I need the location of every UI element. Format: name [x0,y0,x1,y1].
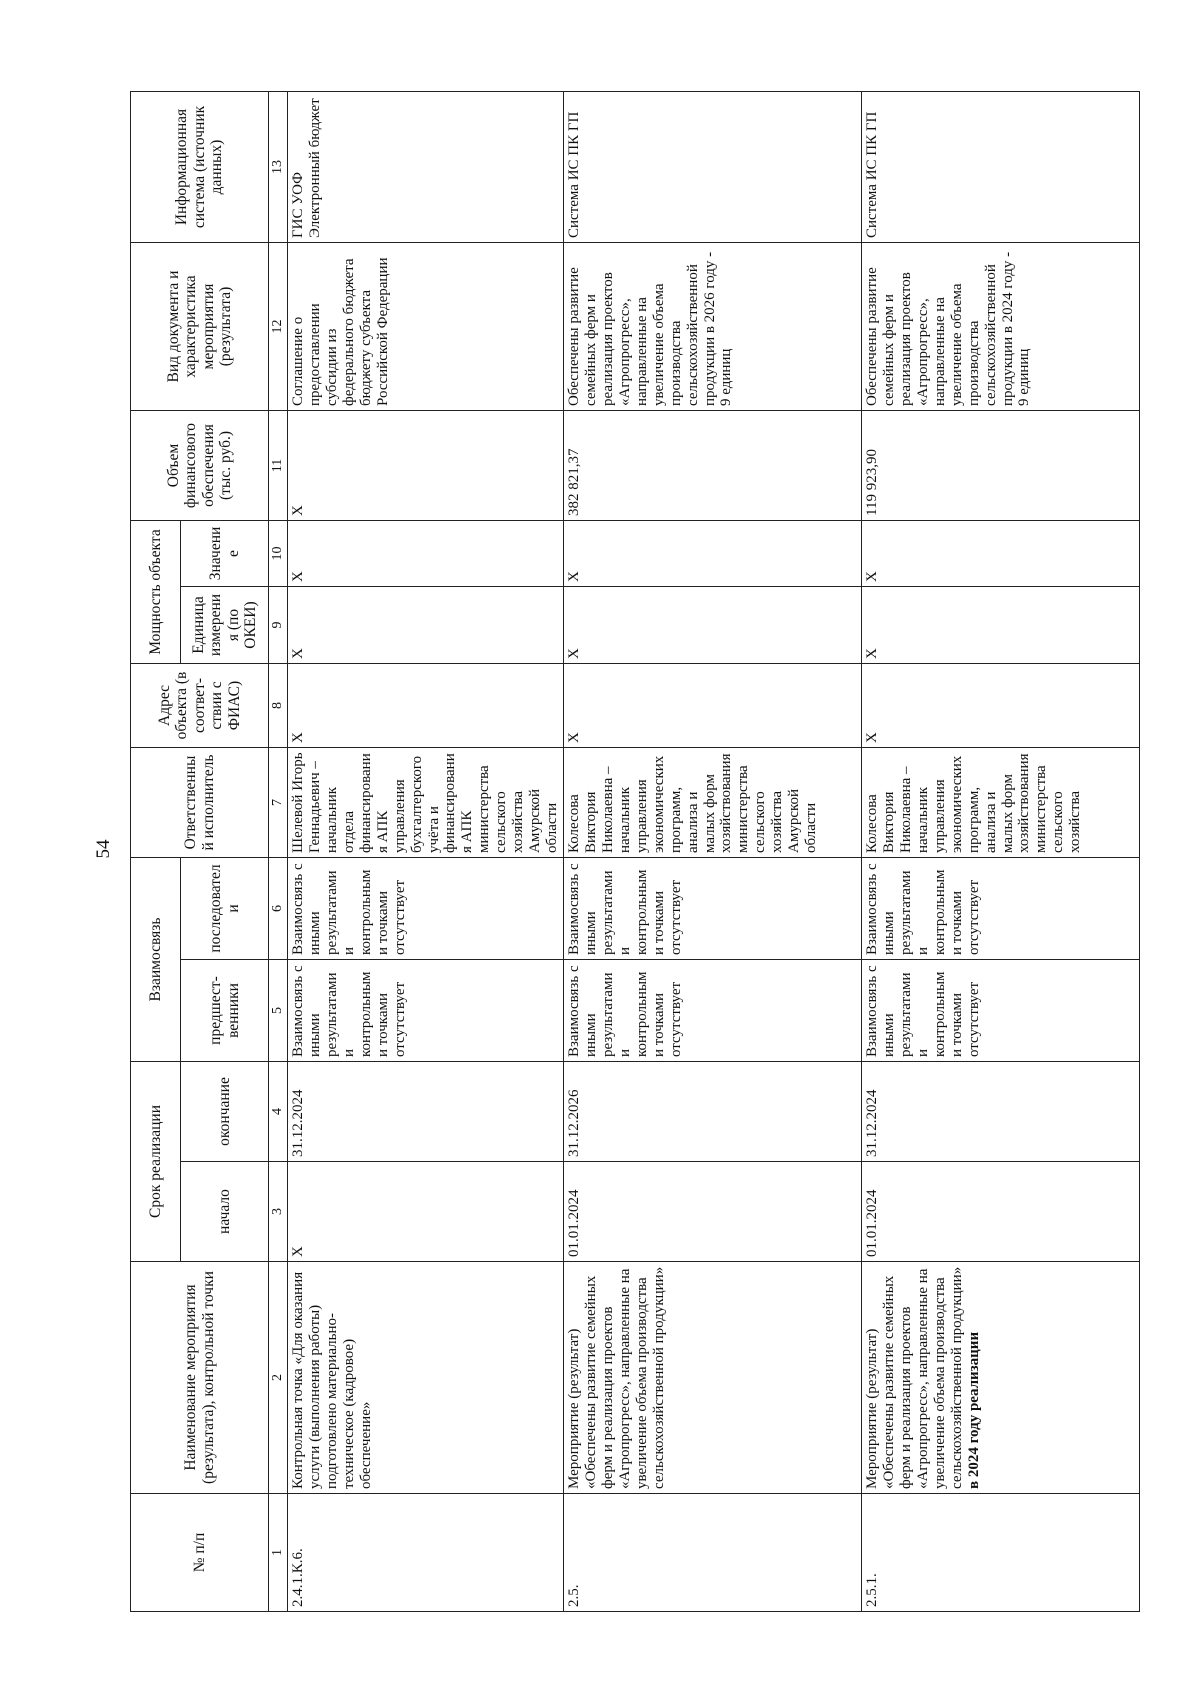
row-unit: Х [862,587,1140,664]
row-successors: Взаимосвязь с иными результатами и контрольными точками отсутствует [288,858,564,960]
col-number: 9 [269,587,288,664]
row-num: 2.5. [564,1494,862,1612]
col-number: 2 [269,1262,288,1494]
header-period: Срок реализации [131,1062,181,1262]
row-name-text: Мероприятие (результат) «Обеспечены развитие семейных ферм и реализация проектов «Агропрогресс», направленные на увеличение объема производства сельскохозяйственной продукции» [864,1266,965,1489]
col-number: 7 [269,748,288,858]
row-unit: Х [288,587,564,664]
row-name-text: Мероприятие (результат) «Обеспечены развитие семейных ферм и реализация проектов «Агропрогресс», направленные на увеличение объема производства сельскохозяйственной продукции» [566,1266,667,1489]
col-number: 6 [269,858,288,960]
row-document: Соглашение о предоставлении субсидии из федерального бюджета бюджету субъекта Российской Федерации [288,243,564,411]
col-number: 10 [269,521,288,587]
header-link: Взаимосвязь [131,858,181,1062]
header-end: окончание [181,1062,269,1162]
header-start: начало [181,1162,269,1262]
col-number: 8 [269,664,288,748]
header-unit: Единица измерения (по ОКЕИ) [181,587,269,664]
row-responsible: Колесова Виктория Николаевна – начальник управления экономических программ, анализа и малых форм хозяйствования министерства сельского хозяйства [862,748,1140,858]
row-value: Х [288,521,564,587]
row-document: Обеспечены развитие семейных ферм и реализация проектов «Агропрогресс», направленные на увеличение объема производства сельскохозяйственной продукции в 2024 году - 9 единиц [862,243,1140,411]
row-name [862,1262,1140,1494]
row-name-bold: в 2024 году реализации [965,1331,982,1489]
table-row [564,92,862,1612]
row-address: Х [288,664,564,748]
header-predecessors: предшест- венники [181,960,269,1062]
row-name [564,1262,862,1494]
header-power: Мощность объекта [131,521,181,664]
header-name: Наименование мероприятия (результата), контрольной точки [131,1262,269,1494]
row-info-system: ГИС УОФ Электронный бюджет [288,92,564,243]
col-number: 5 [269,960,288,1062]
row-start: 01.01.2024 [564,1162,862,1262]
row-name-text: Контрольная точка «Для оказания услуги (выполнения работы) подготовлено материально-техническое (кадровое) обеспечение» [290,1271,374,1489]
col-number: 4 [269,1062,288,1162]
row-document: Обеспечены развитие семейных ферм и реализация проектов «Агропрогресс», направленные на увеличение объема производства сельскохозяйственной продукции в 2026 году - 9 единиц [564,243,862,411]
table-row [288,92,564,1612]
row-start: Х [288,1162,564,1262]
header-info-system: Информационная система (источник данных) [131,92,269,243]
row-responsible: Шелевой Игорь Геннадьевич – начальник отдела финансирования АПК управления бухгалтерского учёта и финансирования АПК министерства сельского хозяйства Амурской области [288,748,564,858]
row-predecessors: Взаимосвязь с иными результатами и контрольными точками отсутствует [564,960,862,1062]
row-unit: Х [564,587,862,664]
row-value: Х [862,521,1140,587]
row-predecessors: Взаимосвязь с иными результатами и контрольными точками отсутствует [862,960,1140,1062]
col-number: 12 [269,243,288,411]
row-responsible: Колесова Виктория Николаевна – начальник управления экономических программ, анализа и малых форм хозяйствования министерства сельского хозяйства Амурской области [564,748,862,858]
col-number: 13 [269,92,288,243]
row-address: Х [862,664,1140,748]
row-info-system: Система ИС ПК ГП [564,92,862,243]
header-finance: Объем финансового обеспечения (тыс. руб.) [131,411,269,521]
row-name [288,1262,564,1494]
row-end: 31.12.2024 [862,1062,1140,1162]
row-num: 2.4.1.К.6. [288,1494,564,1612]
header-num: № п/п [131,1494,269,1612]
row-end: 31.12.2024 [288,1062,564,1162]
col-number: 3 [269,1162,288,1262]
row-end: 31.12.2026 [564,1062,862,1162]
header-document: Вид документа и характеристика мероприятия (результата) [131,243,269,411]
row-value: Х [564,521,862,587]
row-num: 2.5.1. [862,1494,1140,1612]
header-responsible: Ответственный исполнитель [131,748,269,858]
rotated-table-container [130,92,1140,1612]
table-row [862,92,1140,1612]
row-start: 01.01.2024 [862,1162,1140,1262]
row-successors: Взаимосвязь с иными результатами и контрольными точками отсутствует [564,858,862,960]
col-number: 11 [269,411,288,521]
row-finance: Х [288,411,564,521]
header-successors: последователи [181,858,269,960]
col-number: 1 [269,1494,288,1612]
header-row-1 [131,92,181,1612]
schedule-table [130,91,1140,1612]
row-finance: 119 923,90 [862,411,1140,521]
header-value: Значение [181,521,269,587]
column-number-row [269,92,288,1612]
page-number: 54 [93,839,114,859]
header-address: Адрес объекта (в соответ- ствии с ФИАС) [131,664,269,748]
row-address: Х [564,664,862,748]
row-finance: 382 821,37 [564,411,862,521]
row-info-system: Система ИС ПК ГП [862,92,1140,243]
row-predecessors: Взаимосвязь с иными результатами и контрольными точками отсутствует [288,960,564,1062]
row-successors: Взаимосвязь с иными результатами и контрольными точками отсутствует [862,858,1140,960]
